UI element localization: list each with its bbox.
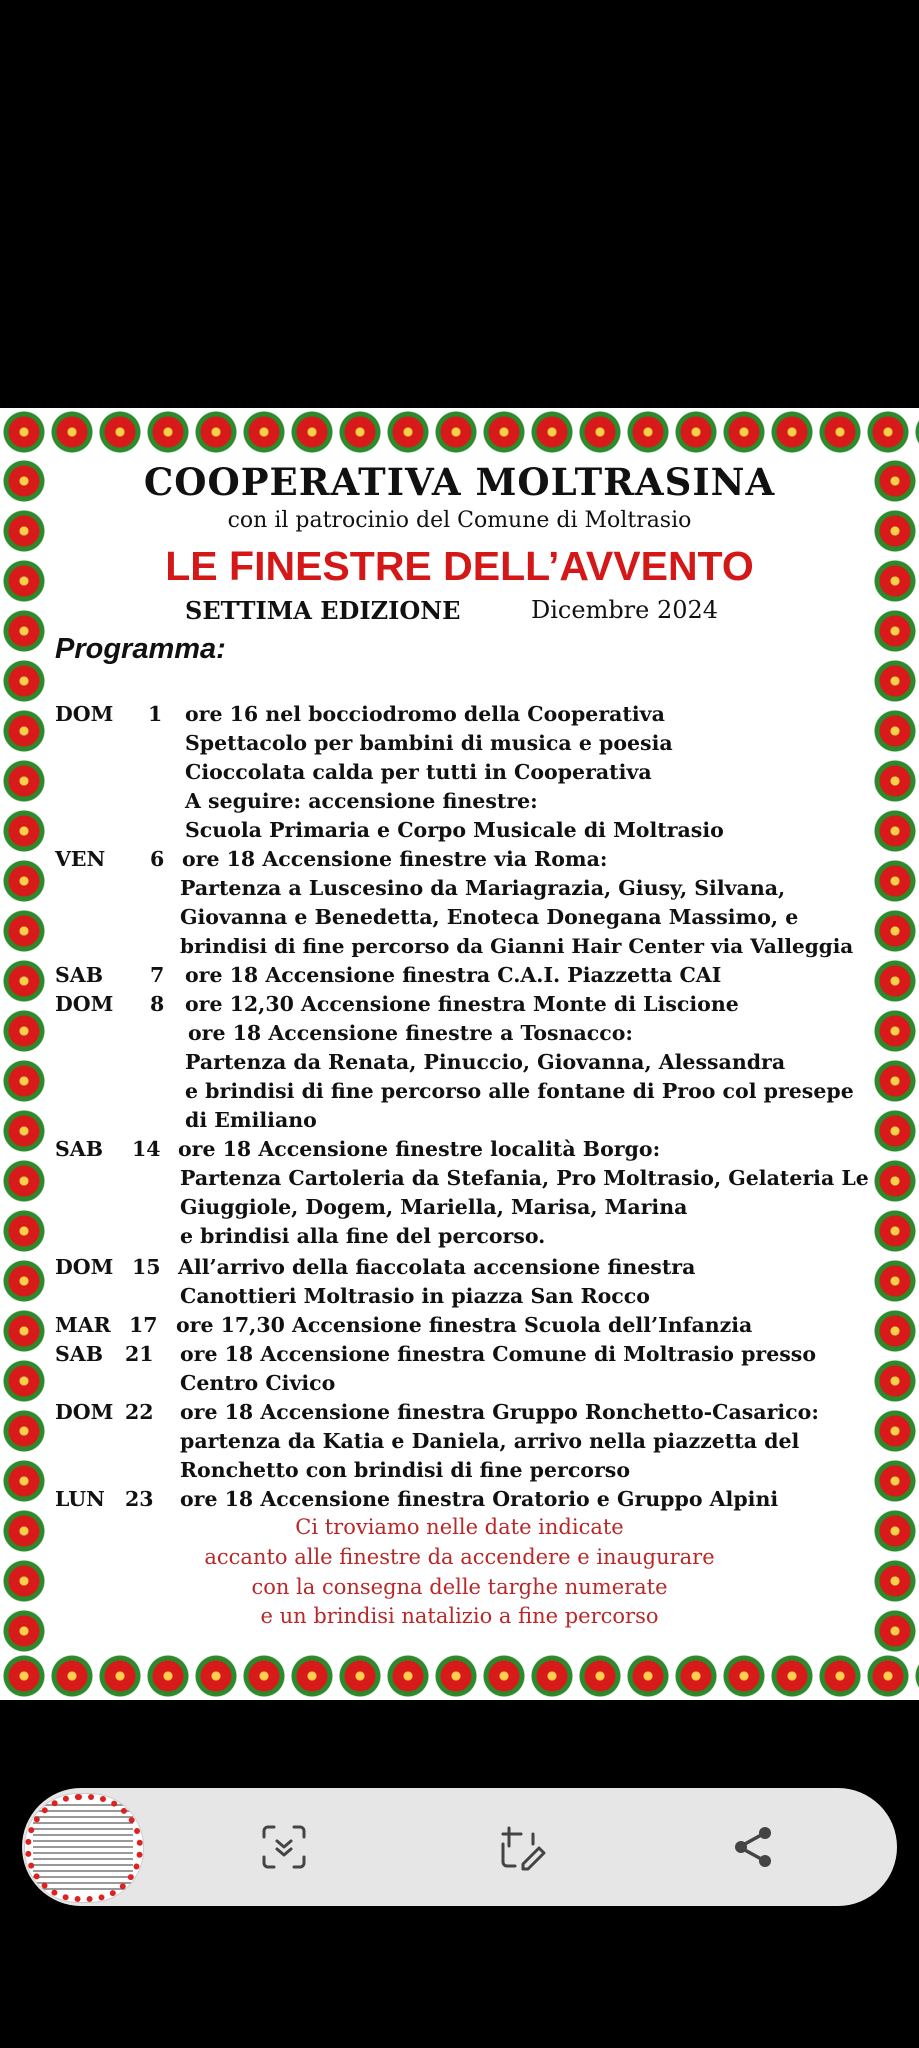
entry-line: ore 18 Accensione finestra Comune di Moltrasio presso [180, 1342, 817, 1366]
closing-line: accanto alle finestre da accendere e inaugurare [204, 1545, 715, 1569]
entry-line: A seguire: accensione finestre: [185, 789, 538, 813]
entry-line: ore 17,30 Accensione finestra Scuola dell’Infanzia [176, 1313, 753, 1337]
entry-day: MAR [55, 1313, 111, 1337]
entry-line: Scuola Primaria e Corpo Musicale di Moltrasio [185, 818, 724, 842]
entry-num: 1 [148, 702, 163, 726]
entry-line: Cioccolata calda per tutti in Cooperativa [185, 760, 652, 784]
thumbnail-preview[interactable] [24, 1793, 144, 1903]
entry-line: di Emiliano [185, 1108, 317, 1132]
entry-line: All’arrivo della fiaccolata accensione finestra [178, 1255, 696, 1279]
entry-day: SAB [55, 963, 104, 987]
entry-line: Partenza Cartoleria da Stefania, Pro Moltrasio, Gelateria Le [180, 1166, 869, 1190]
entry-line: ore 16 nel bocciodromo della Cooperativa [185, 702, 665, 726]
entry-num: 22 [125, 1400, 154, 1424]
entry-line: Ronchetto con brindisi di fine percorso [180, 1458, 630, 1482]
closing-line: con la consegna delle targhe numerate [251, 1575, 668, 1599]
entry-line: Giovanna e Benedetta, Enoteca Donegana Massimo, e [180, 905, 799, 929]
org-title: COOPERATIVA MOLTRASINA [143, 460, 776, 504]
entry-day: LUN [55, 1487, 105, 1511]
entry-num: 23 [125, 1487, 154, 1511]
event-title: LE FINESTRE DELL’AVVENTO [165, 543, 754, 589]
entry-line: Spettacolo per bambini di musica e poesia [185, 731, 673, 755]
entry-line: Partenza a Luscesino da Mariagrazia, Giusy, Silvana, [180, 876, 786, 900]
entry-num: 6 [150, 847, 165, 871]
poinsettia-border-right [871, 456, 919, 1652]
entry-num: 14 [132, 1137, 161, 1161]
entry-line: Giuggiole, Dogem, Mariella, Marisa, Marina [180, 1195, 688, 1219]
poinsettia-border-bottom [0, 1652, 919, 1700]
entry-day: DOM [55, 702, 114, 726]
entry-line: ore 12,30 Accensione finestra Monte di Liscione [185, 992, 739, 1016]
entry-line: ore 18 Accensione finestra Gruppo Ronchetto-Casarico: [180, 1400, 819, 1424]
entry-line: ore 18 Accensione finestra C.A.I. Piazzetta CAI [185, 963, 722, 987]
entry-num: 7 [150, 963, 165, 987]
patronage-line: con il patrocinio del Comune di Moltrasio [227, 508, 692, 533]
closing-line: Ci troviamo nelle date indicate [295, 1515, 624, 1539]
share-icon[interactable] [724, 1818, 782, 1876]
thumbnail-border [25, 1794, 143, 1902]
entry-day: DOM [55, 992, 114, 1016]
entry-day: VEN [55, 847, 106, 871]
entry-line: partenza da Katia e Daniela, arrivo nella piazzetta del [180, 1429, 800, 1453]
edit-image-icon[interactable] [491, 1818, 549, 1876]
edition-label: SETTIMA EDIZIONE [185, 596, 461, 625]
entry-day: DOM [55, 1400, 114, 1424]
entry-line: e brindisi alla fine del percorso. [180, 1224, 546, 1248]
entry-num: 21 [125, 1342, 154, 1366]
entry-line: Partenza da Renata, Pinuccio, Giovanna, Alessandra [185, 1050, 786, 1074]
poinsettia-border-top [0, 408, 919, 456]
entry-day: SAB [55, 1137, 104, 1161]
entry-line: ore 18 Accensione finestre a Tosnacco: [188, 1021, 633, 1045]
entry-line: e brindisi di fine percorso alle fontane di Proo col presepe [185, 1079, 854, 1103]
entry-num: 8 [150, 992, 165, 1016]
entry-line: ore 18 Accensione finestra Oratorio e Gruppo Alpini [180, 1487, 779, 1511]
entry-day: SAB [55, 1342, 104, 1366]
entry-day: DOM [55, 1255, 114, 1279]
program-label: Programma: [55, 633, 226, 665]
poster-image [0, 408, 919, 1700]
entry-line: ore 18 Accensione finestre località Borgo: [178, 1137, 661, 1161]
scan-document-icon[interactable] [255, 1818, 313, 1876]
month-label: Dicembre 2024 [531, 596, 719, 624]
entry-num: 17 [129, 1313, 158, 1337]
poinsettia-border-left [0, 456, 48, 1652]
closing-line: e un brindisi natalizio a fine percorso [260, 1604, 659, 1628]
entry-line: Centro Civico [180, 1371, 336, 1395]
entry-line: brindisi di fine percorso da Gianni Hair Center via Valleggia [180, 934, 854, 958]
entry-line: Canottieri Moltrasio in piazza San Rocco [180, 1284, 650, 1308]
entry-num: 15 [132, 1255, 161, 1279]
entry-line: ore 18 Accensione finestre via Roma: [182, 847, 608, 871]
